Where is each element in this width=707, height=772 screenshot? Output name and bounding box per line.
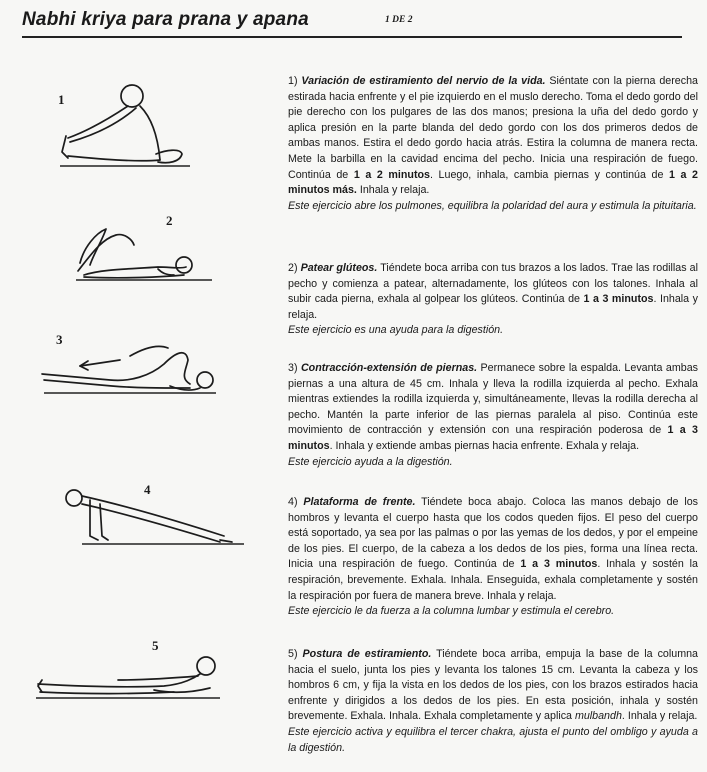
figure-5-illustration	[34, 636, 224, 706]
figure-2-illustration	[62, 205, 222, 295]
exercise-1-text-3: Inhala y relaja.	[356, 184, 430, 197]
exercise-3-text-2: . Inhala y extiende ambas piernas hacia enfrente. Exhala y relaja.	[329, 439, 640, 452]
exercise-1-text-2: . Luego, inhala, cambia piernas y continúa de	[430, 168, 669, 181]
exercise-4	[288, 495, 698, 620]
exercise-4-title: Plataforma de frente.	[303, 496, 416, 508]
figure-2-number: 2	[166, 213, 173, 228]
exercise-5	[288, 647, 698, 756]
figure-5-number: 5	[152, 638, 159, 653]
exercise-3-title: Contracción-extensión de piernas.	[300, 362, 478, 374]
header-rule	[22, 36, 682, 38]
exercise-5-number: 5)	[288, 648, 298, 660]
exercise-4-duration: 1 a 3 minutos	[520, 558, 598, 571]
figure-2	[62, 205, 222, 295]
figure-1-number: 1	[58, 92, 65, 107]
exercise-4-text-2: . Inhala y sostén la respiración, brevemente. Exhala. Inhala. Enseguida, exhala completamente y sostén la respiración por fuera de manera breve. Inhala y relaja.	[288, 558, 698, 602]
figure-1	[40, 78, 210, 178]
exercise-2-text-2: . Inhala y relaja.	[288, 293, 698, 321]
exercise-2-text-1: Tiéndete boca arriba con tus brazos a los lados. Trae las rodillas al pecho y comienza a patear, alternadamente, los glúteos con los talones. Inhala al subir cada pierna, exhala al golpear los glúteos. Continúa de	[288, 262, 698, 306]
figure-4-number: 4	[144, 482, 151, 497]
exercise-5-text-1: Tiéndete boca arriba, empuja la base de la columna hacia el suelo, junta los pies y levanta los talones 15 cm. Levanta la cabeza y los hombros 6 cm, y fija la vista en los dedos de los pies, con los brazos estirados hacia enfrente y dirigidos a los dedos de los pies. En esta posición, inhala y sostén brevemente. Exhala. Inhala. Exhala completamente y aplica	[288, 648, 698, 723]
figure-3	[40, 330, 220, 400]
exercise-2-note: Este ejercicio es una ayuda para la digestión.	[288, 324, 504, 337]
exercise-1-title: Variación de estiramiento del nervio de la vida.	[301, 75, 546, 87]
exercise-5-note: Este ejercicio activa y equilibra el tercer chakra, ajusta el punto del ombligo y ayuda a la digestión.	[288, 725, 698, 754]
figure-4	[48, 474, 248, 554]
exercise-1-duration-1: 1 a 2 minutos	[353, 168, 430, 181]
exercise-3-note: Este ejercicio ayuda a la digestión.	[288, 455, 453, 468]
exercise-3-number: 3)	[288, 362, 298, 374]
figure-1-illustration	[40, 78, 210, 178]
exercise-1-text-1: Siéntate con la pierna derecha estirada hacia enfrente y el pie izquierdo en el muslo derecho. Toma el dedo gordo del pie derecho con los pulgares de las dos manos; presiona la uña del dedo gordo y aplica presión en la parte blanda del dedo gordo con los dos primeros dedos de ambas manos. Estira el dedo gordo hacia atrás. Estira la columna de manera recta. Mete la barbilla en la cavidad encima del pecho. Inicia una respiración de fuego. Continúa de	[288, 75, 698, 181]
exercise-1-number: 1)	[288, 75, 298, 87]
exercise-5-text-2: . Inhala y relaja.	[621, 710, 698, 723]
exercise-2-duration: 1 a 3 minutos	[583, 293, 654, 306]
exercise-4-text-1: Tiéndete boca abajo. Coloca las manos debajo de los hombros y levanta el cuerpo hasta que los codos queden fijos. El peso del cuerpo está soportado, ya sea por las palmas o por las yemas de los dedos, y por el empeine de los pies. El cuerpo, de la cabeza a los dedos de los pies, forma una línea recta. Inicia una respiración de fuego. Continúa de	[288, 496, 699, 571]
page-header	[22, 6, 682, 36]
exercise-5-title: Postura de estiramiento.	[302, 648, 432, 660]
figure-3-number: 3	[56, 332, 63, 347]
exercise-1	[288, 74, 698, 214]
exercise-3	[288, 361, 698, 470]
exercise-5-mulbandh: mulbandh	[574, 710, 622, 723]
exercise-1-duration-2: 1 a 2 minutos más.	[288, 168, 698, 197]
exercise-2-number: 2)	[288, 262, 298, 274]
figure-3-illustration	[40, 330, 220, 400]
page-number: 1 DE 2	[385, 15, 413, 25]
figure-5	[34, 636, 224, 706]
exercise-2	[288, 261, 698, 339]
exercise-3-duration: 1 a 3 minutos	[288, 424, 698, 452]
exercise-2-title: Patear glúteos.	[300, 262, 378, 274]
exercise-4-note: Este ejercicio le da fuerza a la columna lumbar y estimula el cerebro.	[288, 605, 615, 618]
exercise-4-number: 4)	[288, 496, 298, 508]
page-title: Nabhi kriya para prana y apana	[22, 9, 309, 30]
exercise-3-text-1: Permanece sobre la espalda. Levanta ambas piernas a una altura de 45 cm. Inhala y lleva la rodilla izquierda al pecho. Exhala mientras extiendes la rodilla izquierda y, simultáneamente, llevas la rodilla derecha al pecho. Mantén la parte inferior de las piernas paralela al piso. Continúa este movimiento de contracción y extensión con una respiración poderosa de	[288, 362, 698, 437]
exercise-1-note: Este ejercicio abre los pulmones, equilibra la polaridad del aura y estimula la pituitaria.	[288, 199, 697, 212]
